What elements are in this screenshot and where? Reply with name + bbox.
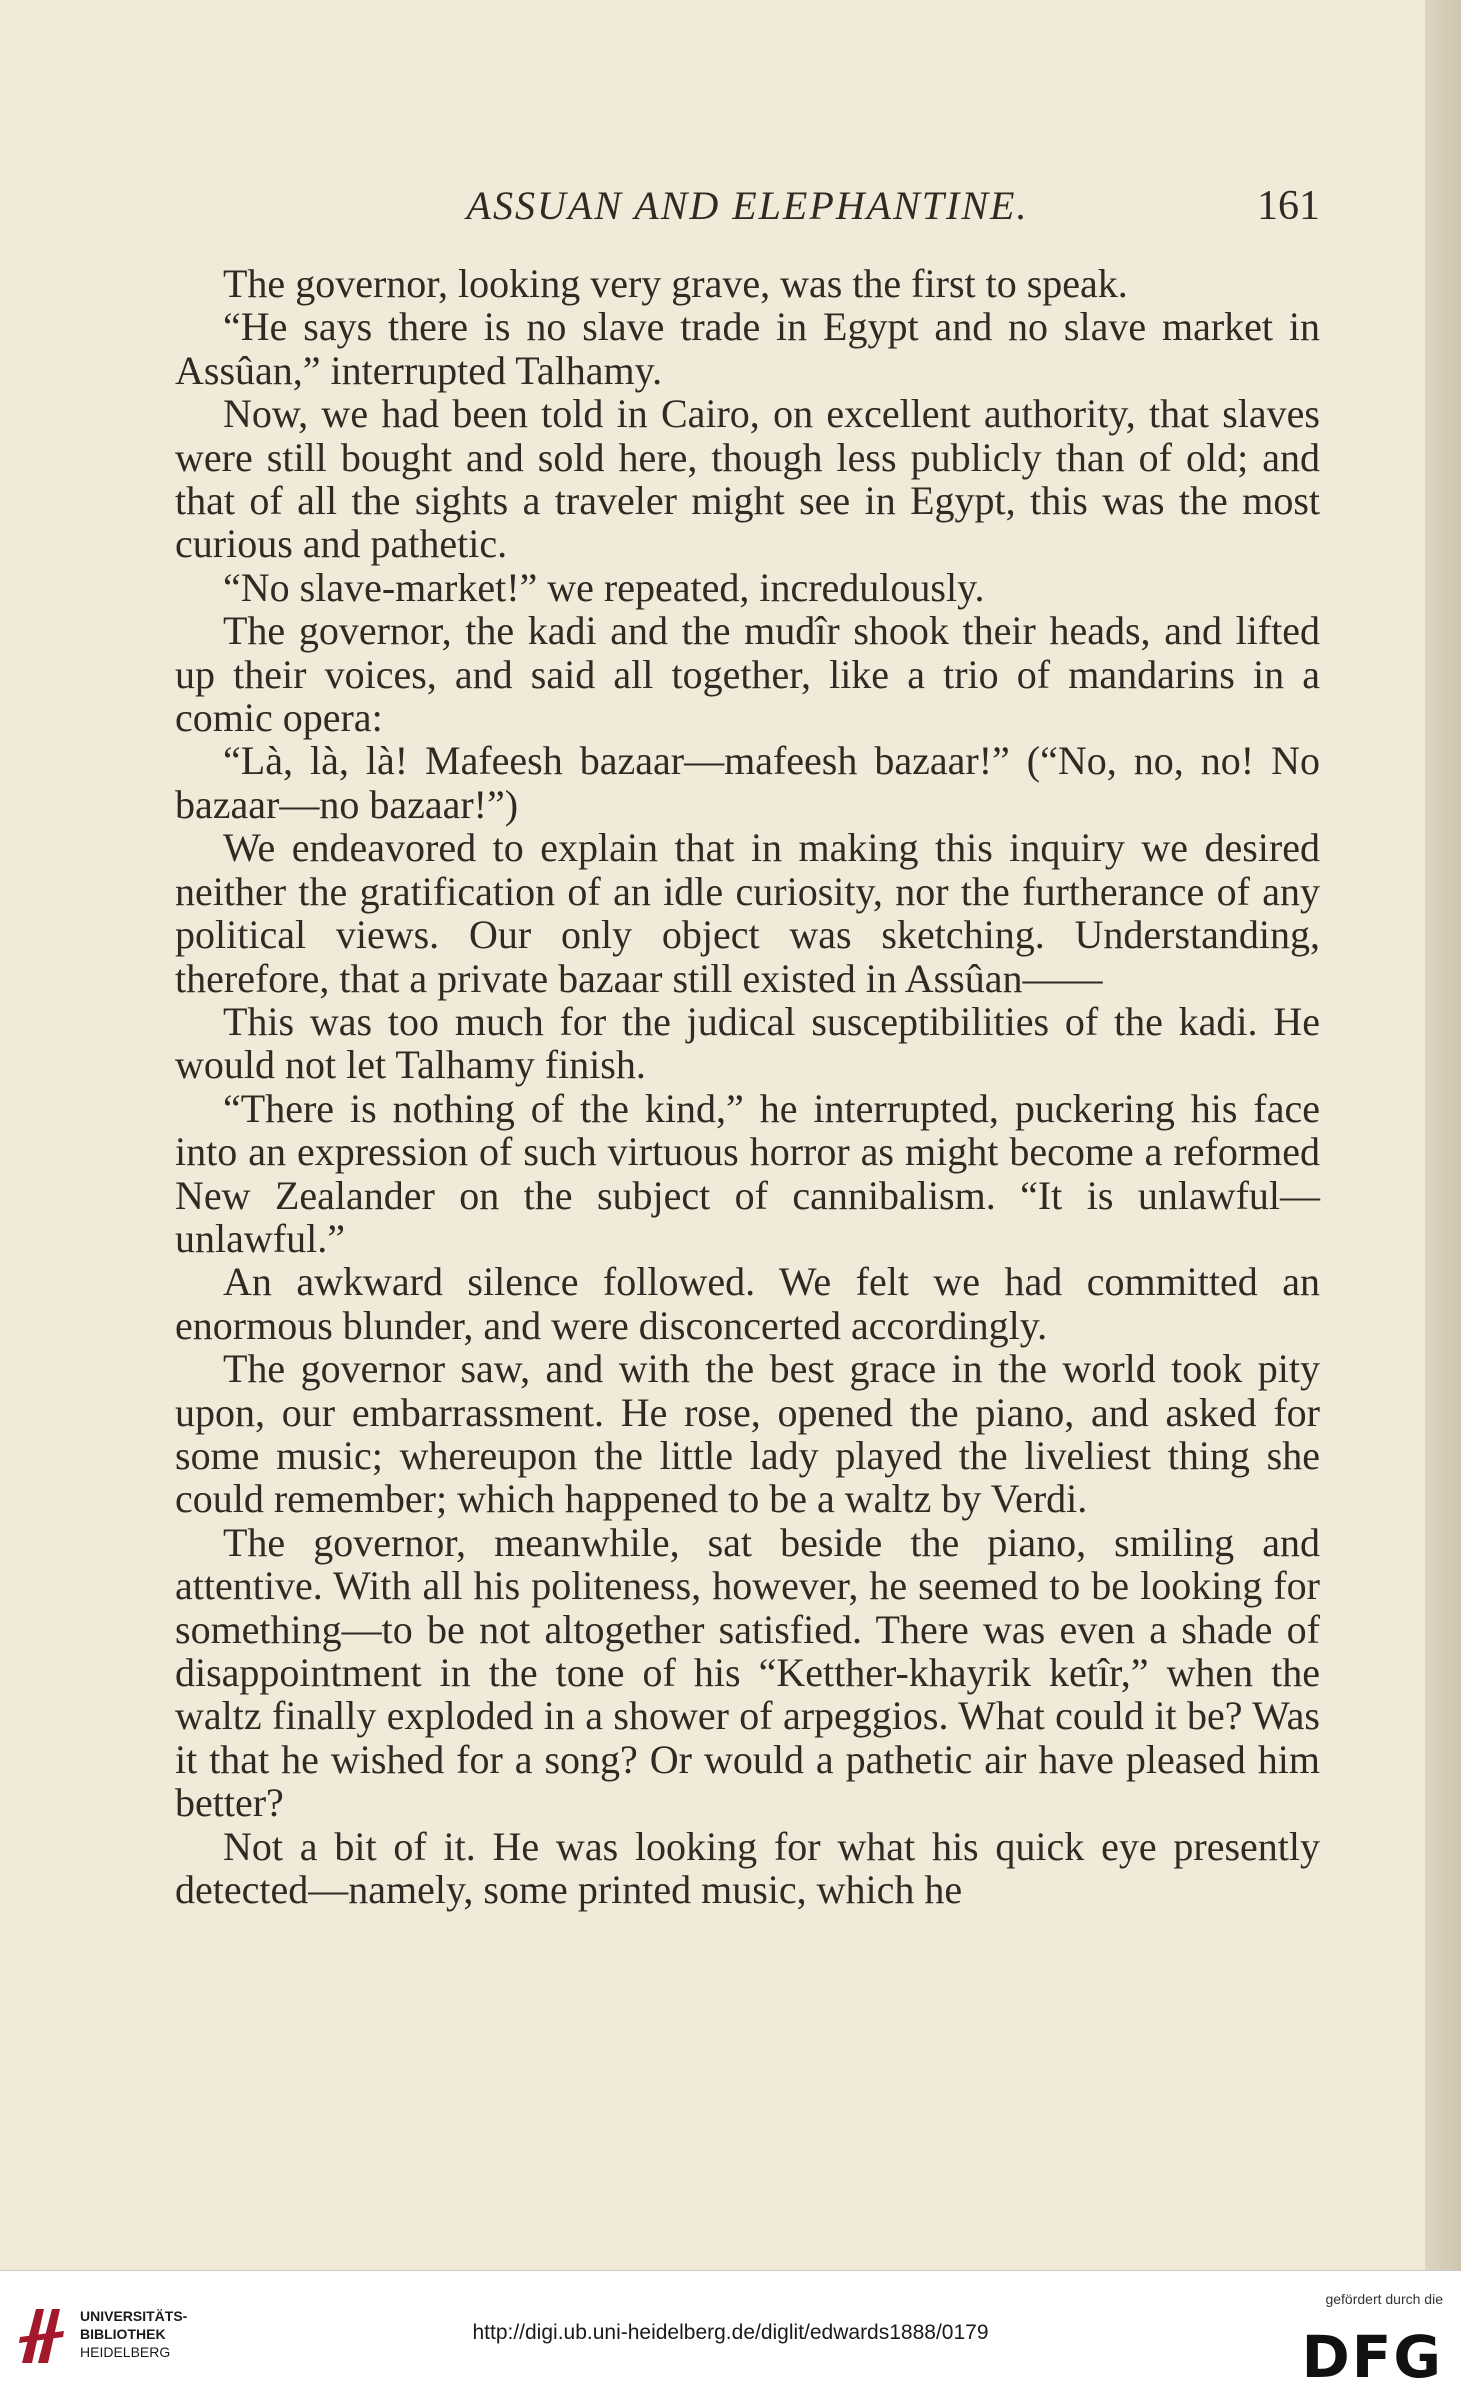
paragraph: We endeavored to explain that in making this inquiry we desired neither the gratification of an idle curiosity, nor the furtherance of any political views. Our only object was sketching. Understanding, therefore, that a private bazaar still existed in Assûan——	[175, 825, 1320, 1001]
footer-bar	[0, 2270, 1461, 2403]
paragraph: An awkward silence followed. We felt we had committed an enormous blunder, and were disconcerted accordingly.	[175, 1259, 1320, 1348]
page-header	[175, 182, 1320, 232]
library-name-line: BIBLIOTHEK	[80, 2326, 166, 2342]
paragraph: The governor, meanwhile, sat beside the piano, smiling and attentive. With all his politeness, however, he seemed to be looking for something—to be not altogether satisfied. There was even a shade of disappointment in the tone of his “Ketther-khayrik ketîr,” when the waltz finally exploded in a shower of arpeggios. What could it be? Was it that he wished for a song? Or would a pathetic air have pleased him better?	[175, 1519, 1320, 1826]
paragraph: Not a bit of it. He was looking for what his quick eye presently detected—namely, some printed music, which he	[175, 1823, 1320, 1913]
paragraph: Now, we had been told in Cairo, on excellent authority, that slaves were still bought and sold here, though less publicly than of old; and that of all the sights a traveler might see in Egypt, this was the most curious and pathetic.	[175, 391, 1320, 567]
page-number: 161	[1257, 183, 1320, 229]
body-text	[175, 262, 1320, 1911]
paragraph: This was too much for the judical susceptibilities of the kadi. He would not let Talhamy finish.	[175, 998, 1320, 1088]
paragraph: “He says there is no slave trade in Egypt and no slave market in Assûan,” interrupted Talhamy.	[175, 304, 1320, 393]
dfg-logo-icon[interactable]: DFG	[1301, 2323, 1443, 2391]
paragraph: “No slave-market!” we repeated, incredulously.	[223, 564, 985, 610]
library-name-line: UNIVERSITÄTS-	[80, 2308, 188, 2324]
page-gutter	[1425, 0, 1461, 2270]
paragraph: The governor, looking very grave, was the first to speak.	[223, 261, 1128, 306]
permalink-url[interactable]: http://digi.ub.uni-heidelberg.de/diglit/edwards1888/0179	[472, 2321, 989, 2344]
paragraph: The governor, the kadi and the mudîr shook their heads, and lifted up their voices, and said all together, like a trio of mandarins in a comic opera:	[175, 608, 1320, 741]
paragraph: “There is nothing of the kind,” he interrupted, puckering his face into an expression of such virtuous horror as might become a reformed New Zealander on the subject of cannibalism. “It is unlawful—unlawful.”	[175, 1085, 1320, 1261]
paragraph: The governor saw, and with the best grace in the world took pity upon, our embarrassment. He rose, opened the piano, and asked for some music; whereupon the little lady played the liveliest thing she could remember; which happened to be a waltz by Verdi.	[175, 1346, 1320, 1522]
paragraph: “Là, là, là! Mafeesh bazaar—mafeesh bazaar!” (“No, no, no! No bazaar—no bazaar!”)	[175, 738, 1320, 827]
running-title: ASSUAN AND ELEPHANTINE.	[466, 183, 1029, 228]
library-name-line: HEIDELBERG	[80, 2344, 171, 2360]
funder-label: gefördert durch die	[1325, 2291, 1443, 2307]
